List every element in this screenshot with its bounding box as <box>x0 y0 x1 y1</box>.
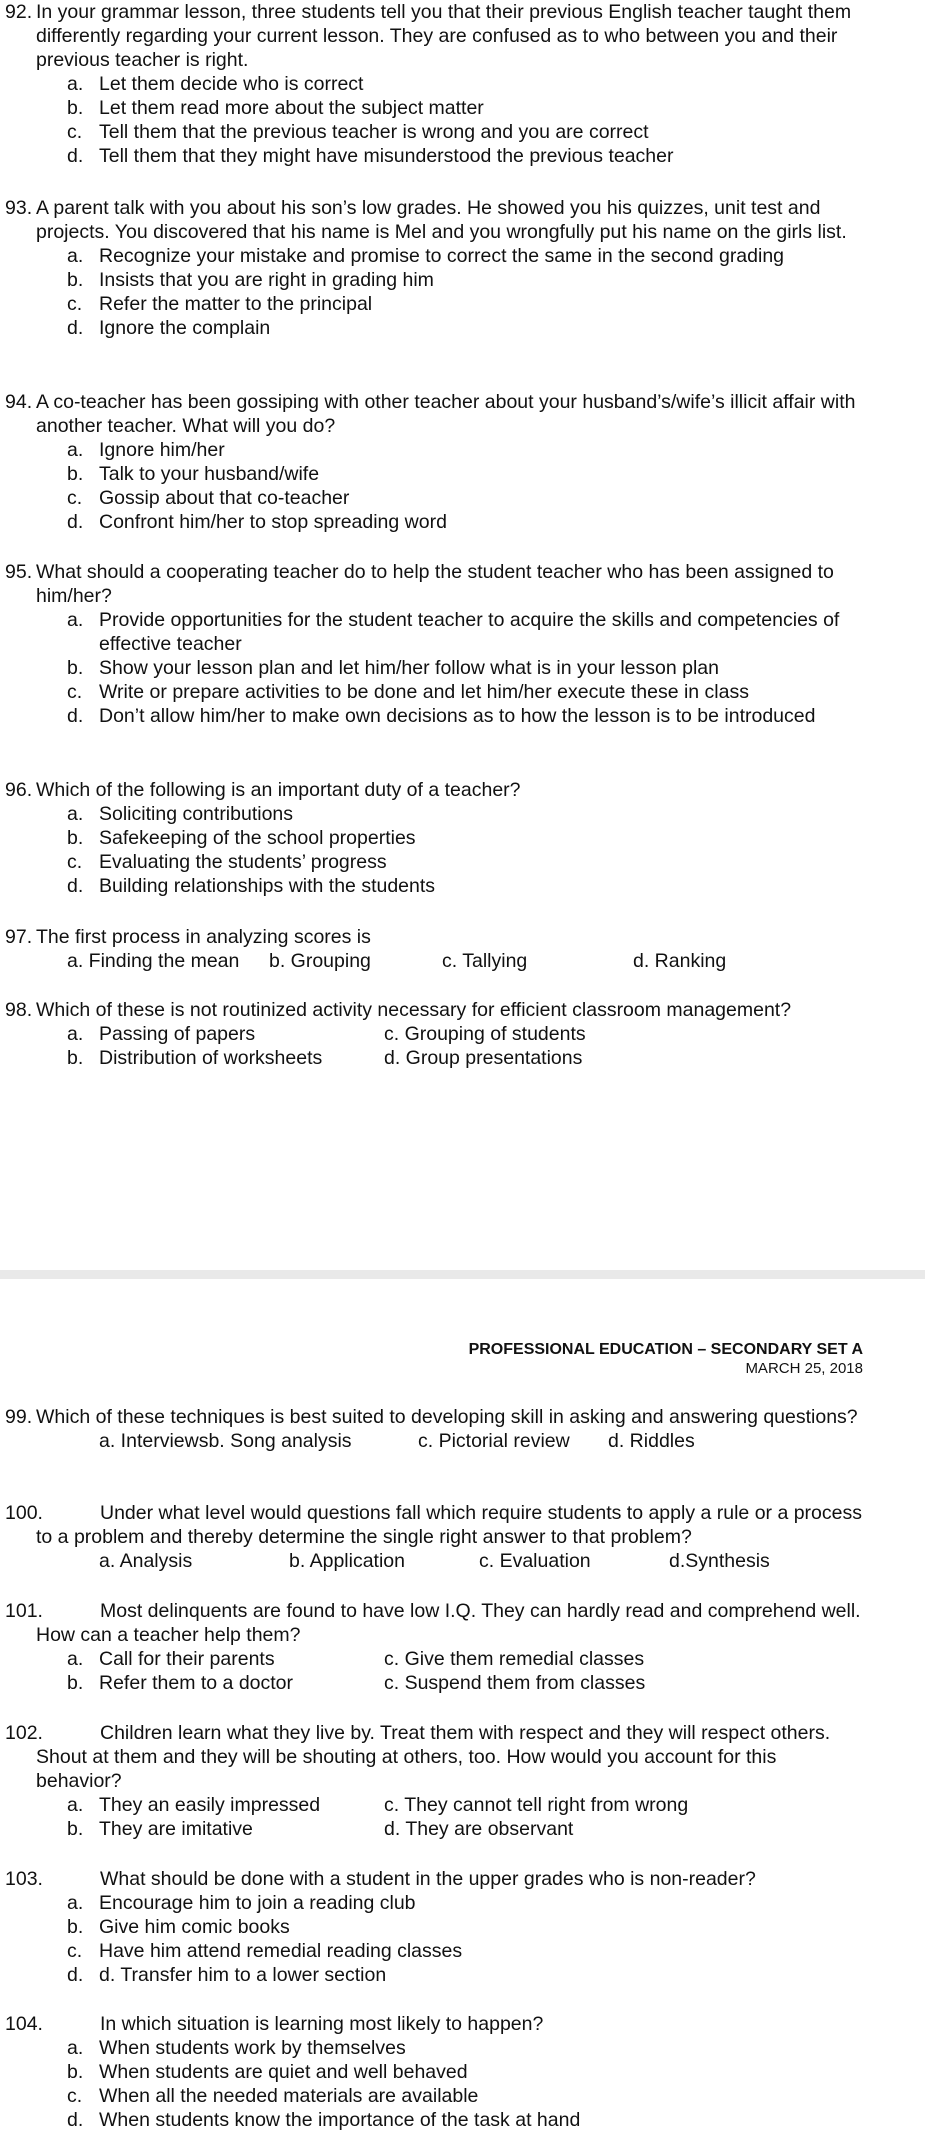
option-grid <box>5 1647 865 1695</box>
page-2 <box>0 1279 925 2131</box>
question-text: What should be done with a student in the upper grades who is non-reader? <box>100 1868 756 1890</box>
option-c: c. They cannot tell right from wrong <box>384 1794 689 1816</box>
option-c: c. When all the needed materials are available <box>67 2085 479 2107</box>
question-number: 100. <box>5 1502 43 1524</box>
question-text: A parent talk with you about his son’s low grades. He showed you his quizzes, unit test and projects. You discovered that his name is Mel and you wrongfully put his name on the girls list. <box>36 197 847 243</box>
question-97 <box>5 925 865 973</box>
header-title: PROFESSIONAL EDUCATION – SECONDARY SET A <box>468 1341 863 1358</box>
option-d: d. When students know the importance of the task at hand <box>67 2109 581 2131</box>
question-stem <box>5 560 865 608</box>
question-text: What should a cooperating teacher do to help the student teacher who has been assigned to him/her? <box>36 561 834 607</box>
option-d: d. Tell them that they might have misunderstood the previous teacher <box>67 145 674 167</box>
option-list <box>5 1891 865 1987</box>
option-grid <box>5 1793 865 1841</box>
option-d: d. Don’t allow him/her to make own decisions as to how the lesson is to be introduced <box>67 705 816 727</box>
option-d: d. d. Transfer him to a lower section <box>67 1964 387 1986</box>
option-b: b. Grouping <box>269 950 371 972</box>
option-d: d.Synthesis <box>669 1550 770 1572</box>
option-b: b. Let them read more about the subject matter <box>67 97 484 119</box>
option-b: b. Show your lesson plan and let him/her follow what is in your lesson plan <box>67 657 720 679</box>
question-text: The first process in analyzing scores is <box>36 926 371 948</box>
option-row <box>5 1549 865 1573</box>
question-text: Under what level would questions fall which require students to apply a rule or a process to a problem and thereby determine the single right answer to that problem? <box>36 1502 862 1548</box>
question-102 <box>5 1721 865 1841</box>
option-a: a. Encourage him to join a reading club <box>67 1892 416 1914</box>
question-number: 95. <box>5 561 33 583</box>
question-number: 97. <box>5 926 33 948</box>
option-a: a. Let them decide who is correct <box>67 73 364 95</box>
option-c: c. Tell them that the previous teacher is wrong and you are correct <box>67 121 649 143</box>
option-row <box>5 1429 865 1453</box>
option-row <box>5 949 865 973</box>
question-text: Which of these techniques is best suited to developing skill in asking and answering questions? <box>36 1406 858 1428</box>
option-grid <box>5 1022 865 1070</box>
option-a: a. Call for their parents <box>67 1648 275 1670</box>
option-d: d. Group presentations <box>384 1047 583 1069</box>
question-text: In which situation is learning most likely to happen? <box>100 2013 544 2035</box>
question-101 <box>5 1599 865 1695</box>
option-a: a. When students work by themselves <box>67 2037 406 2059</box>
question-96 <box>5 778 865 898</box>
question-99 <box>5 1405 865 1453</box>
option-d: d. They are observant <box>384 1818 574 1840</box>
question-text: Children learn what they live by. Treat them with respect and they will respect others. Shout at them and they will be shouting at others, too. How would you account for this behavior? <box>36 1722 831 1792</box>
option-b: b. Refer them to a doctor <box>67 1672 294 1694</box>
question-stem <box>5 196 865 244</box>
question-text: A co-teacher has been gossiping with other teacher about your husband’s/wife’s illicit affair with another teacher. What will you do? <box>36 391 856 437</box>
option-c: c. Gossip about that co-teacher <box>67 487 350 509</box>
question-stem <box>5 1867 865 1891</box>
question-93 <box>5 196 865 340</box>
option-c: c. Pictorial review <box>418 1430 570 1452</box>
question-stem <box>5 1599 865 1647</box>
option-d: d. Confront him/her to stop spreading word <box>67 511 447 533</box>
option-list <box>5 72 865 168</box>
option-b: b. Safekeeping of the school properties <box>67 827 416 849</box>
option-b: b. When students are quiet and well behaved <box>67 2061 468 2083</box>
option-c: c. Write or prepare activities to be done and let him/her execute these in class <box>67 681 749 703</box>
question-text: In your grammar lesson, three students tell you that their previous English teacher taught them differently regarding your current lesson. They are confused as to who between you and their previous teacher is right. <box>36 1 852 71</box>
question-number: 103. <box>5 1868 43 1890</box>
option-list <box>5 802 865 898</box>
option-list <box>5 244 865 340</box>
option-d: d. Building relationships with the students <box>67 875 436 897</box>
question-number: 94. <box>5 391 33 413</box>
option-a: a. Provide opportunities for the student teacher to acquire the skills and competencies of effective teacher <box>67 609 840 655</box>
question-stem <box>5 390 865 438</box>
option-c: c. Tallying <box>442 950 528 972</box>
option-b: b. Give him comic books <box>67 1916 290 1938</box>
question-text: Most delinquents are found to have low I.Q. They can hardly read and comprehend well. How can a teacher help them? <box>36 1600 861 1646</box>
option-c: c. Grouping of students <box>384 1023 586 1045</box>
question-stem <box>5 925 865 949</box>
option-a: a. Finding the mean <box>67 950 240 972</box>
option-a: a. Analysis <box>99 1550 193 1572</box>
option-c: c. Evaluation <box>479 1550 591 1572</box>
option-c-2: c. Suspend them from classes <box>384 1672 646 1694</box>
header-date: MARCH 25, 2018 <box>745 1360 863 1377</box>
option-a: a. Passing of papers <box>67 1023 256 1045</box>
option-c: c. Evaluating the students’ progress <box>67 851 387 873</box>
question-number: 104. <box>5 2013 43 2035</box>
option-c: c. Give them remedial classes <box>384 1648 645 1670</box>
question-100 <box>5 1501 865 1573</box>
question-number: 98. <box>5 999 33 1021</box>
question-text: Which of these is not routinized activity necessary for efficient classroom management? <box>36 999 792 1021</box>
question-104 <box>5 2012 865 2131</box>
option-a: a. Recognize your mistake and promise to correct the same in the second grading <box>67 245 785 267</box>
option-a-b: a. Interviewsb. Song analysis <box>99 1430 352 1452</box>
question-text: Which of the following is an important duty of a teacher? <box>36 779 521 801</box>
question-stem <box>5 1501 865 1549</box>
question-stem <box>5 0 865 72</box>
question-95 <box>5 560 865 728</box>
question-number: 96. <box>5 779 33 801</box>
question-98 <box>5 998 865 1070</box>
option-c: c. Refer the matter to the principal <box>67 293 373 315</box>
page-separator <box>0 1270 925 1279</box>
question-number: 99. <box>5 1406 33 1428</box>
option-list <box>5 2036 865 2131</box>
option-b: b. Insists that you are right in grading him <box>67 269 434 291</box>
question-103 <box>5 1867 865 1987</box>
question-stem <box>5 1721 865 1793</box>
question-number: 92. <box>5 1 33 23</box>
option-c: c. Have him attend remedial reading classes <box>67 1940 463 1962</box>
question-number: 101. <box>5 1600 43 1622</box>
option-d: d. Riddles <box>608 1430 695 1452</box>
question-stem <box>5 778 865 802</box>
question-stem <box>5 1405 865 1429</box>
option-list <box>5 608 865 728</box>
question-stem <box>5 998 865 1022</box>
option-a: a. They an easily impressed <box>67 1794 321 1816</box>
option-b: b. Talk to your husband/wife <box>67 463 320 485</box>
option-b: b. Distribution of worksheets <box>67 1047 323 1069</box>
page-header <box>469 1340 863 1378</box>
question-stem <box>5 2012 865 2036</box>
option-b: b. Application <box>289 1550 406 1572</box>
question-number: 93. <box>5 197 33 219</box>
option-d: d. Ignore the complain <box>67 317 271 339</box>
question-number: 102. <box>5 1722 43 1744</box>
option-list <box>5 438 865 534</box>
question-94 <box>5 390 865 534</box>
option-b: b. They are imitative <box>67 1818 253 1840</box>
option-a: a. Ignore him/her <box>67 439 225 461</box>
option-a: a. Soliciting contributions <box>67 803 294 825</box>
option-d: d. Ranking <box>633 950 727 972</box>
question-92 <box>5 0 865 168</box>
